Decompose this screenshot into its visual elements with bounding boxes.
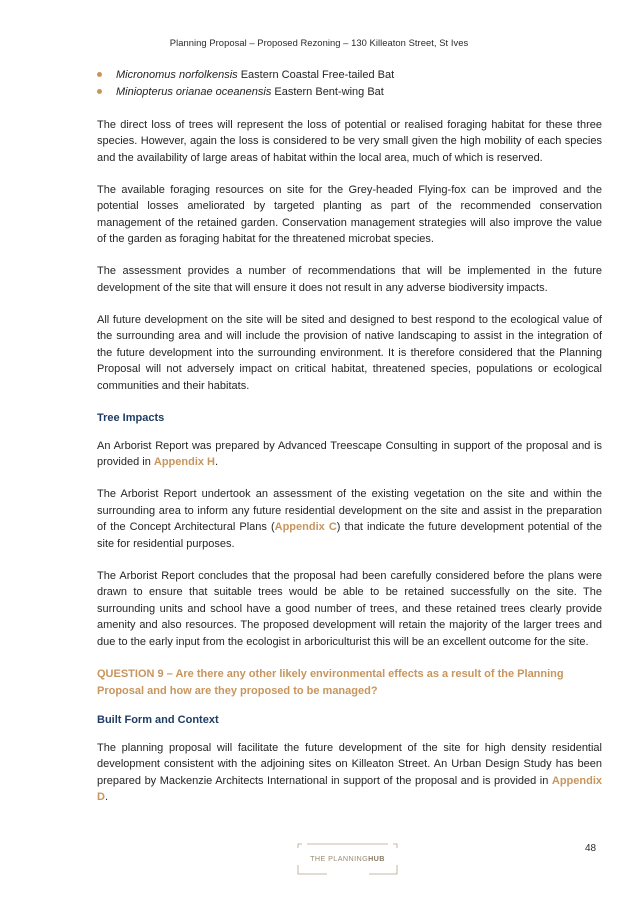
- logo-text-bold: HUB: [368, 854, 385, 863]
- list-item: [97, 84, 602, 101]
- species-common-name: Eastern Bent-wing Bat: [274, 86, 384, 98]
- planning-hub-logo: [297, 843, 398, 875]
- paragraph-text: .: [104, 791, 109, 803]
- paragraph: [97, 438, 602, 471]
- bullet-icon: [97, 72, 102, 77]
- appendix-link[interactable]: Appendix D: [97, 774, 602, 803]
- paragraph-text: ) that indicate the future development potential of the site for residential purposes.: [97, 521, 602, 550]
- paragraph: The direct loss of trees will represent the loss of potential or realised foraging habitat for these three species. However, again the loss is considered to be very small given the high mobility of each species and the availability of large areas of habitat within the local area, much of which is reserved.: [97, 118, 602, 164]
- section-heading: Built Form and Context: [97, 713, 219, 726]
- page-content: [97, 67, 602, 806]
- page-header: Planning Proposal – Proposed Rezoning – 130 Killeaton Street, St Ives: [169, 37, 469, 48]
- paragraph-text: The Arborist Report undertook an assessment of the existing vegetation on the site and within the surrounding area to inform any future residential development on the site and assist in the preparation of the Concept Architectural Plans (: [97, 488, 602, 533]
- question-heading: QUESTION 9 – Are there any other likely environmental effects as a result of the Planning Proposal and how are they proposed to be managed?: [97, 667, 564, 697]
- species-name: Micronomus norfolkensis: [116, 69, 238, 81]
- bullet-icon: [97, 89, 102, 94]
- appendix-link[interactable]: Appendix H: [153, 456, 215, 468]
- paragraph: All future development on the site will be sited and designed to best respond to the ecological value of the surrounding area and will include the provision of native landscaping to assist in the integration of the future development into the surrounding environment. It is therefore considered that the Planning Proposal will not adversely impact on critical habitat, threatened species, populations or ecological communities and their habitats.: [97, 313, 602, 392]
- page-number: 48: [585, 843, 597, 854]
- paragraph: The assessment provides a number of recommendations that will be implemented in the future development of the site that will ensure it does not result in any adverse biodiversity impacts.: [97, 265, 602, 294]
- species-common-name: Eastern Coastal Free-tailed Bat: [240, 69, 395, 81]
- logo-wordmark: [297, 854, 398, 863]
- species-name: Miniopterus orianae oceanensis: [116, 86, 272, 98]
- logo-text-prefix: THE PLANNING: [310, 854, 369, 863]
- paragraph-text: An Arborist Report was prepared by Advanced Treescape Consulting in support of the proposal and is provided in: [97, 439, 602, 468]
- section-heading: Tree Impacts: [97, 411, 165, 424]
- paragraph: [97, 740, 602, 806]
- paragraph: [97, 486, 602, 552]
- paragraph: The Arborist Report concludes that the proposal had been carefully considered before the plans were drawn to ensure that suitable trees would be able to be retained successfully on the site. The surrounding units and school have a good number of trees, and these retained trees clearly provide amenity and also resources. The proposed development will retain the majority of the larger trees and due to the early input from the ecologist in arboriculturist this will be an excellent outcome for the site.: [97, 569, 602, 648]
- list-item: [97, 67, 602, 84]
- paragraph: The available foraging resources on site for the Grey-headed Flying-fox can be improved and the potential losses ameliorated by targeted planting as part of the recommended conservation management of the retained garden. Conservation management strategies will also improve the value of the garden as foraging habitat for the threatened microbat species.: [97, 183, 602, 245]
- paragraph-text: .: [215, 456, 219, 468]
- species-list: [97, 67, 602, 101]
- appendix-link[interactable]: Appendix C: [274, 521, 337, 533]
- paragraph-text: The planning proposal will facilitate the future development of the site for high density residential development consistent with the adjoining sites on Killeaton Street. An Urban Design Study has been prepared by Mackenzie Architects International in support of the proposal and is provided in: [97, 741, 602, 787]
